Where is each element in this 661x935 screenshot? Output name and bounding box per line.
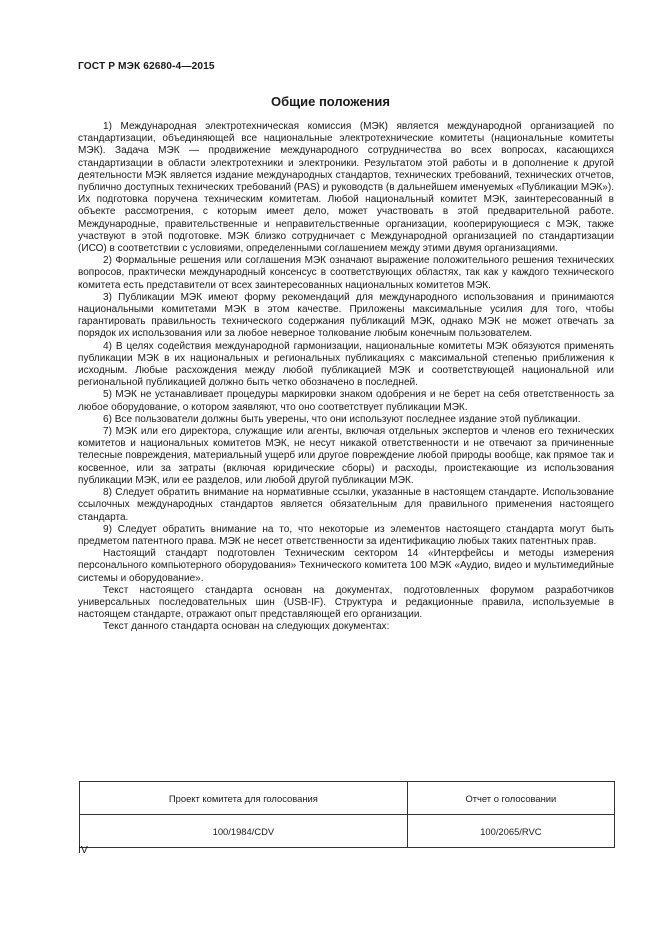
paragraph: 8) Следует обратить внимание на нормативные ссылки, указанные в настоящем стандарте. Использование ссылочных международных стандартов является обязательным для правильного применения настоящего стандарта. (78, 487, 614, 523)
table-row (80, 815, 615, 848)
table-cell: 100/1984/CDV (80, 815, 408, 848)
page-number: IV (78, 845, 88, 856)
paragraph: 6) Все пользователи должны быть уверены, что они используют последнее издание этой публикации. (103, 413, 581, 425)
standard-designation: ГОСТ Р МЭК 62680-4—2015 (78, 61, 215, 72)
paragraph: Текст данного стандарта основан на следующих документах: (103, 621, 390, 633)
section-title: Общие положения (271, 94, 390, 109)
paragraph: 4) В целях содействия международной гармонизации, национальные комитеты МЭК обязуются применять публикации МЭК в их национальных и региональных публикациях с максимальной степенью приближения к исходным. Любые расхождения между любой публикацией МЭК и соответствующей национальной или региональной публикацией должно быть четко обозначено в последней. (78, 340, 614, 389)
body-text (78, 121, 614, 634)
paragraph: 7) МЭК или его директора, служащие или агенты, включая отдельных экспертов и членов его технических комитетов и национальных комитетов МЭК, не несут никакой ответственности и не отвечают за причиненные телесные повреждения, материальный ущерб или другое повреждение любой природы вообще, как прямое так и косвенное, или за затраты (включая юридические сборы) и расходы, проистекающие из использования публикации МЭК, или ее разделов, или любой другой публикации МЭК. (78, 426, 614, 486)
table-cell: 100/2065/RVC (407, 815, 614, 848)
paragraph: 5) МЭК не устанавливает процедуры маркировки знаком одобрения и не берет на себя ответственность за любое оборудование, о котором заявляют, что оно соответствует публикации МЭК. (78, 389, 614, 413)
documents-table (79, 781, 615, 848)
paragraph: 9) Следует обратить внимание на то, что некоторые из элементов настоящего стандарта могут быть предметом патентного права. МЭК не несет ответственности за идентификацию любых таких патентных прав. (78, 523, 614, 547)
paragraph: Настоящий стандарт подготовлен Техническим сектором 14 «Интерфейсы и методы измерения персонального компьютерного оборудования» Технического комитета 100 МЭК «Аудио, видео и мультимедийные системы и оборудование». (78, 548, 614, 584)
paragraph: 3) Публикации МЭК имеют форму рекомендаций для международного использования и принимаются национальными комитетами МЭК в этом качестве. Приложены максимальные усилия для того, чтобы гарантировать правильность технического содержания публикаций МЭК, однако МЭК не может отвечать за порядок их использования или за любое неверное толкование любым конечным пользователем. (78, 291, 614, 340)
paragraph: 2) Формальные решения или соглашения МЭК означают выражение положительного решения технических вопросов, практически международный консенсус в соответствующих областях, так как у каждого технического комитета есть представители от всех заинтересованных национальных комитетов МЭК. (78, 255, 614, 291)
paragraph: Текст настоящего стандарта основан на документах, подготовленных форумом разработчиков универсальных последовательных шин (USB-IF). Структура и редакционные правила, используемые в настоящем стандарте, отражают опыт представляющей его организации. (78, 584, 614, 621)
table-header-cell: Проект комитета для голосования (80, 782, 408, 815)
table-header-row (80, 782, 615, 815)
paragraph: 1) Международная электротехническая комиссия (МЭК) является международной организацией по стандартизации, объединяющей все национальные электротехнические комитеты (национальные комитеты МЭК). Задача МЭК — продвижение международного сотрудничества во всех вопросах, касающихся стандартизации в области электротехники и электроники. Результатом этой работы и в дополнение к другой деятельности МЭК является издание международных стандартов, технических требований, технических отчетов, публично доступных технических требований (PAS) и руководств (в дальнейшем именуемых «Публикации МЭК»). Их подготовка поручена техническим комитетам. Любой национальный комитет МЭК, заинтересованный в объекте рассмотрения, с которым имеет дело, может участвовать в этой предварительной работе. Международные, правительственные и неправительственные организации, кооперирующиеся с МЭК, также участвуют в этой подготовке. МЭК близко сотрудничает с Международной организацией по стандартизации (ИСО) в соответствии с условиями, определенными соглашением между этими двумя организациями. (78, 121, 614, 255)
table-header-cell: Отчет о голосовании (407, 782, 614, 815)
